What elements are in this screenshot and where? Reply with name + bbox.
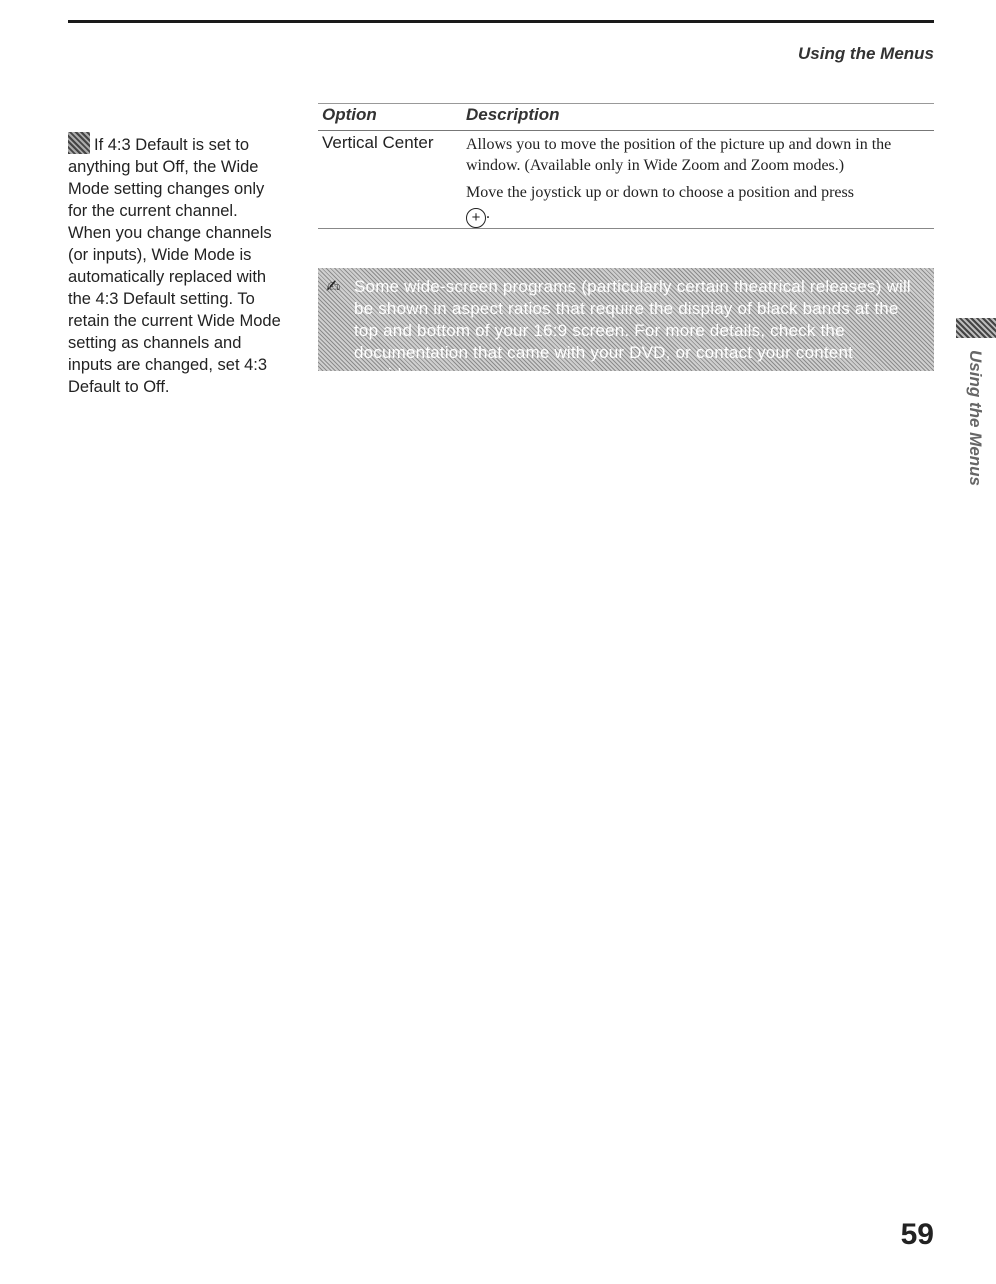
- joystick-enter-icon: +: [466, 208, 486, 228]
- table-header-option: Option: [322, 105, 377, 124]
- description-paragraph: Allows you to move the position of the picture up and down in the window. (Available only in Wide Zoom and Zoom modes.): [466, 136, 892, 174]
- note-text: Some wide-screen programs (particularly certain theatrical releases) will be shown in aspect ratios that require the display of black bands at the top and bottom of your 16:9 screen. For more details, check the documentation that came with your DVD, or contact your content provider.: [354, 277, 911, 384]
- table-rule-bottom: [318, 228, 934, 229]
- top-rule: [68, 20, 934, 23]
- table-row-option: Vertical Center: [322, 133, 434, 152]
- sidebar-tip: [68, 132, 283, 398]
- tip-text: If 4:3 Default is set to anything but Off, the Wide Mode setting changes only for the current channel. When you change channels (or inputs), Wide Mode is automatically replaced with the 4:3 Default setting. To retain the current Wide Mode setting as channels and inputs are changed, set 4:3 Default to Off.: [68, 136, 281, 396]
- note-box: [318, 268, 934, 384]
- note-pencil-icon: ✍: [326, 277, 341, 296]
- description-paragraph: [466, 182, 926, 228]
- description-instruction: Move the joystick up or down to choose a position and press: [466, 184, 854, 201]
- table-row-description: [466, 134, 926, 234]
- side-tab-label: Using the Menus: [966, 349, 985, 487]
- table-rule-top: [318, 103, 934, 104]
- table-header-description: Description: [466, 105, 560, 124]
- page-number: 59: [900, 1218, 934, 1251]
- tip-icon: [68, 132, 90, 154]
- side-tab-marker: [956, 318, 996, 338]
- end-punctuation: .: [486, 205, 490, 222]
- table-rule-header: [318, 130, 934, 131]
- section-title: Using the Menus: [797, 44, 934, 63]
